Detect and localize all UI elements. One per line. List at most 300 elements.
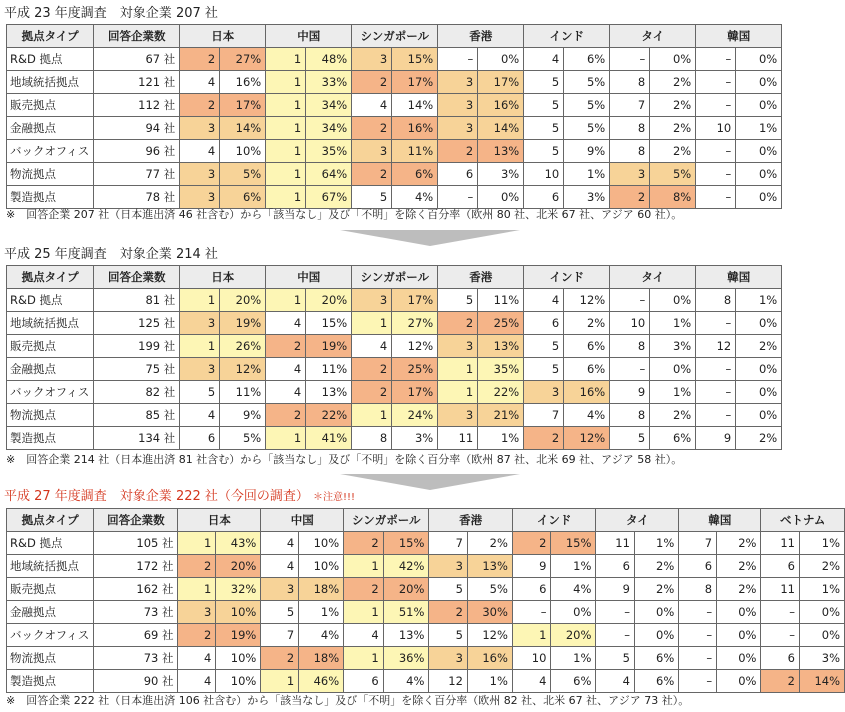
rank-cell: 6: [512, 578, 551, 601]
rank-cell: 10: [610, 312, 650, 335]
percent-cell: 35%: [306, 140, 352, 163]
rank-cell: 2: [429, 601, 468, 624]
percent-cell: 19%: [306, 335, 352, 358]
percent-cell: 10%: [299, 555, 344, 578]
respondent-count: 90 社: [94, 670, 178, 693]
rank-cell: 7: [429, 532, 468, 555]
rank-cell: 7: [610, 94, 650, 117]
percent-cell: 1%: [467, 670, 512, 693]
percent-cell: 2%: [736, 335, 782, 358]
column-header: 韓国: [696, 25, 782, 48]
rank-cell: 3: [429, 555, 468, 578]
rank-cell: 3: [438, 71, 478, 94]
base-type-label: 販売拠点: [7, 335, 94, 358]
percent-cell: 16%: [220, 71, 266, 94]
base-type-label: 金融拠点: [7, 601, 94, 624]
rank-cell: 4: [524, 289, 564, 312]
percent-cell: 1%: [551, 647, 596, 670]
column-header: 日本: [180, 25, 266, 48]
percent-cell: 2%: [564, 312, 610, 335]
respondent-count: 67 社: [94, 48, 180, 71]
base-type-label: 地域統括拠点: [7, 71, 94, 94]
rank-cell: 5: [438, 289, 478, 312]
percent-cell: 15%: [383, 532, 429, 555]
column-header: 回答企業数: [94, 509, 178, 532]
percent-cell: 1%: [736, 289, 782, 312]
percent-cell: 0%: [650, 358, 696, 381]
percent-cell: 33%: [306, 71, 352, 94]
percent-cell: 20%: [306, 289, 352, 312]
rank-cell: –: [610, 48, 650, 71]
rank-cell: 4: [512, 670, 551, 693]
percent-cell: 0%: [717, 670, 761, 693]
percent-cell: 27%: [220, 48, 266, 71]
base-type-label: 物流拠点: [7, 404, 94, 427]
rank-cell: 2: [344, 578, 383, 601]
percent-cell: 1%: [799, 578, 844, 601]
column-header: タイ: [596, 509, 679, 532]
percent-cell: 3%: [392, 427, 438, 450]
percent-cell: 26%: [220, 335, 266, 358]
rank-cell: 4: [180, 404, 220, 427]
rank-cell: 1: [512, 624, 551, 647]
base-type-label: 物流拠点: [7, 647, 94, 670]
percent-cell: 20%: [220, 289, 266, 312]
percent-cell: 20%: [551, 624, 596, 647]
percent-cell: 0%: [717, 601, 761, 624]
percent-cell: 0%: [736, 358, 782, 381]
rank-cell: 2: [524, 427, 564, 450]
percent-cell: 5%: [564, 71, 610, 94]
rank-cell: –: [438, 186, 478, 209]
column-header: 日本: [180, 266, 266, 289]
percent-cell: 0%: [634, 624, 678, 647]
table-row: [7, 601, 845, 624]
percent-cell: 2%: [634, 555, 678, 578]
table-row: [7, 358, 782, 381]
rank-cell: –: [610, 358, 650, 381]
rank-cell: 2: [261, 647, 299, 670]
rank-cell: 2: [352, 358, 392, 381]
rank-cell: 5: [524, 71, 564, 94]
respondent-count: 73 社: [94, 647, 178, 670]
percent-cell: 0%: [478, 186, 524, 209]
respondent-count: 172 社: [94, 555, 178, 578]
percent-cell: 10%: [220, 140, 266, 163]
table-row: [7, 335, 782, 358]
rank-cell: 12: [696, 335, 736, 358]
rank-cell: –: [696, 94, 736, 117]
rank-cell: –: [696, 312, 736, 335]
rank-cell: 8: [679, 578, 717, 601]
rank-cell: 8: [610, 140, 650, 163]
rank-cell: 4: [596, 670, 635, 693]
rank-cell: –: [438, 48, 478, 71]
percent-cell: 46%: [299, 670, 344, 693]
respondent-count: 85 社: [94, 404, 180, 427]
column-header: 拠点タイプ: [7, 266, 94, 289]
rank-cell: –: [596, 624, 635, 647]
rank-cell: 11: [596, 532, 635, 555]
percent-cell: 4%: [299, 624, 344, 647]
rank-cell: 5: [596, 647, 635, 670]
table-row: [7, 624, 845, 647]
percent-cell: 17%: [220, 94, 266, 117]
rank-cell: 1: [438, 358, 478, 381]
column-header: シンガポール: [344, 509, 429, 532]
percent-cell: 34%: [306, 117, 352, 140]
rank-cell: 2: [438, 140, 478, 163]
table-row: [7, 578, 845, 601]
survey-title: 平成 27 年度調査 対象企業 222 社（今回の調査） ＊注意!!!: [4, 489, 356, 504]
percent-cell: 10%: [299, 532, 344, 555]
base-type-label: 地域統括拠点: [7, 312, 94, 335]
rank-cell: 1: [178, 532, 216, 555]
rank-cell: –: [696, 163, 736, 186]
column-header: ベトナム: [761, 509, 845, 532]
rank-cell: –: [696, 404, 736, 427]
column-header: シンガポール: [352, 266, 438, 289]
percent-cell: 5%: [650, 163, 696, 186]
rank-cell: –: [696, 48, 736, 71]
rank-cell: 1: [344, 601, 383, 624]
rank-cell: 5: [524, 335, 564, 358]
rank-cell: 5: [352, 186, 392, 209]
rank-cell: 7: [679, 532, 717, 555]
rank-cell: 1: [266, 48, 306, 71]
rank-cell: 3: [524, 381, 564, 404]
percent-cell: 16%: [478, 94, 524, 117]
rank-cell: –: [610, 289, 650, 312]
percent-cell: 51%: [383, 601, 429, 624]
percent-cell: 5%: [467, 578, 512, 601]
attention-note: ＊注意!!!: [313, 492, 356, 503]
percent-cell: 22%: [306, 404, 352, 427]
percent-cell: 2%: [736, 427, 782, 450]
percent-cell: 19%: [216, 624, 261, 647]
rank-cell: 1: [261, 670, 299, 693]
rank-cell: 8: [696, 289, 736, 312]
respondent-count: 134 社: [94, 427, 180, 450]
percent-cell: 0%: [736, 163, 782, 186]
respondent-count: 73 社: [94, 601, 178, 624]
rank-cell: 11: [438, 427, 478, 450]
percent-cell: 21%: [478, 404, 524, 427]
rank-cell: –: [512, 601, 551, 624]
rank-cell: 9: [696, 427, 736, 450]
percent-cell: 42%: [383, 555, 429, 578]
percent-cell: 3%: [650, 335, 696, 358]
rank-cell: 3: [429, 647, 468, 670]
column-header: インド: [512, 509, 596, 532]
percent-cell: 6%: [220, 186, 266, 209]
rank-cell: 1: [266, 427, 306, 450]
percent-cell: 0%: [634, 601, 678, 624]
transition-arrow: [340, 474, 520, 490]
base-type-label: 製造拠点: [7, 186, 94, 209]
column-header: シンガポール: [352, 25, 438, 48]
respondent-count: 78 社: [94, 186, 180, 209]
column-header: 日本: [178, 509, 261, 532]
rank-cell: 4: [261, 555, 299, 578]
table-row: [7, 140, 782, 163]
percent-cell: 9%: [564, 140, 610, 163]
column-header: 韓国: [679, 509, 761, 532]
percent-cell: 0%: [736, 71, 782, 94]
rank-cell: 3: [180, 312, 220, 335]
rank-cell: –: [696, 71, 736, 94]
rank-cell: –: [696, 186, 736, 209]
percent-cell: 18%: [299, 578, 344, 601]
respondent-count: 82 社: [94, 381, 180, 404]
percent-cell: 3%: [799, 647, 844, 670]
rank-cell: 1: [266, 94, 306, 117]
rank-cell: 2: [178, 624, 216, 647]
percent-cell: 4%: [551, 578, 596, 601]
rank-cell: 6: [524, 186, 564, 209]
rank-cell: 3: [438, 404, 478, 427]
percent-cell: 0%: [736, 48, 782, 71]
column-header: 回答企業数: [94, 25, 180, 48]
percent-cell: 17%: [478, 71, 524, 94]
rank-cell: 8: [610, 335, 650, 358]
rank-cell: 5: [524, 94, 564, 117]
survey-table: [6, 508, 845, 693]
percent-cell: 2%: [717, 555, 761, 578]
column-header: 中国: [261, 509, 344, 532]
percent-cell: 11%: [306, 358, 352, 381]
respondent-count: 75 社: [94, 358, 180, 381]
base-type-label: 金融拠点: [7, 117, 94, 140]
percent-cell: 2%: [467, 532, 512, 555]
base-type-label: バックオフィス: [7, 624, 94, 647]
column-header: 中国: [266, 266, 352, 289]
rank-cell: 11: [761, 578, 800, 601]
table-row: [7, 312, 782, 335]
table-row: [7, 404, 782, 427]
percent-cell: 5%: [564, 117, 610, 140]
percent-cell: 6%: [392, 163, 438, 186]
percent-cell: 22%: [478, 381, 524, 404]
rank-cell: 1: [266, 186, 306, 209]
percent-cell: 10%: [216, 647, 261, 670]
rank-cell: 2: [266, 335, 306, 358]
column-header: タイ: [610, 25, 696, 48]
percent-cell: 1%: [634, 532, 678, 555]
rank-cell: 4: [178, 647, 216, 670]
percent-cell: 6%: [564, 335, 610, 358]
percent-cell: 14%: [799, 670, 844, 693]
percent-cell: 0%: [717, 624, 761, 647]
rank-cell: 2: [512, 532, 551, 555]
table-row: [7, 532, 845, 555]
percent-cell: 5%: [564, 94, 610, 117]
base-type-label: バックオフィス: [7, 381, 94, 404]
table-row: [7, 48, 782, 71]
table-row: [7, 94, 782, 117]
rank-cell: 12: [429, 670, 468, 693]
percent-cell: 2%: [650, 94, 696, 117]
rank-cell: 4: [180, 71, 220, 94]
percent-cell: 14%: [220, 117, 266, 140]
rank-cell: 10: [696, 117, 736, 140]
percent-cell: 17%: [392, 71, 438, 94]
respondent-count: 199 社: [94, 335, 180, 358]
base-type-label: 物流拠点: [7, 163, 94, 186]
percent-cell: 1%: [564, 163, 610, 186]
respondent-count: 125 社: [94, 312, 180, 335]
respondent-count: 105 社: [94, 532, 178, 555]
respondent-count: 121 社: [94, 71, 180, 94]
rank-cell: 2: [352, 381, 392, 404]
base-type-label: 地域統括拠点: [7, 555, 94, 578]
rank-cell: 4: [178, 670, 216, 693]
respondent-count: 94 社: [94, 117, 180, 140]
respondent-count: 77 社: [94, 163, 180, 186]
percent-cell: 11%: [220, 381, 266, 404]
rank-cell: 10: [512, 647, 551, 670]
rank-cell: 1: [266, 140, 306, 163]
percent-cell: 17%: [392, 381, 438, 404]
rank-cell: 2: [352, 117, 392, 140]
percent-cell: 6%: [564, 48, 610, 71]
column-header: 拠点タイプ: [7, 25, 94, 48]
table-row: [7, 647, 845, 670]
base-type-label: R&D 拠点: [7, 48, 94, 71]
percent-cell: 1%: [736, 117, 782, 140]
survey-note: ※ 回答企業 214 社（日本進出済 81 社含む）から「該当なし」及び「不明」を除く百分率（欧州 87 社、北米 69 社、アジア 58 社）。: [6, 453, 683, 466]
percent-cell: 12%: [467, 624, 512, 647]
table-row: [7, 427, 782, 450]
rank-cell: 7: [261, 624, 299, 647]
respondent-count: 81 社: [94, 289, 180, 312]
rank-cell: 3: [352, 289, 392, 312]
rank-cell: 3: [438, 117, 478, 140]
rank-cell: –: [696, 381, 736, 404]
rank-cell: 4: [180, 140, 220, 163]
percent-cell: 19%: [220, 312, 266, 335]
rank-cell: 6: [180, 427, 220, 450]
rank-cell: 3: [180, 186, 220, 209]
percent-cell: 13%: [383, 624, 429, 647]
survey-note: ※ 回答企業 222 社（日本進出済 106 社含む）から「該当なし」及び「不明」を除く百分率（欧州 82 社、北米 67 社、アジア 73 社）。: [6, 694, 690, 707]
percent-cell: 1%: [478, 427, 524, 450]
rank-cell: 4: [344, 624, 383, 647]
percent-cell: 41%: [306, 427, 352, 450]
percent-cell: 43%: [216, 532, 261, 555]
rank-cell: 5: [524, 140, 564, 163]
rank-cell: 6: [679, 555, 717, 578]
base-type-label: 製造拠点: [7, 670, 94, 693]
percent-cell: 17%: [392, 289, 438, 312]
percent-cell: 1%: [650, 381, 696, 404]
survey-note: ※ 回答企業 207 社（日本進出済 46 社含む）から「該当なし」及び「不明」を除く百分率（欧州 80 社、北米 67 社、アジア 60 社）。: [6, 208, 683, 221]
rank-cell: 5: [261, 601, 299, 624]
percent-cell: 2%: [717, 578, 761, 601]
rank-cell: 3: [178, 601, 216, 624]
rank-cell: 6: [438, 163, 478, 186]
percent-cell: 0%: [478, 48, 524, 71]
percent-cell: 0%: [736, 140, 782, 163]
rank-cell: 4: [266, 312, 306, 335]
column-header: タイ: [610, 266, 696, 289]
percent-cell: 14%: [478, 117, 524, 140]
percent-cell: 13%: [467, 555, 512, 578]
respondent-count: 69 社: [94, 624, 178, 647]
percent-cell: 13%: [306, 381, 352, 404]
rank-cell: 8: [610, 117, 650, 140]
percent-cell: 16%: [467, 647, 512, 670]
percent-cell: 4%: [383, 670, 429, 693]
percent-cell: 11%: [392, 140, 438, 163]
rank-cell: 1: [178, 578, 216, 601]
base-type-label: 販売拠点: [7, 94, 94, 117]
survey-table: [6, 24, 782, 209]
rank-cell: –: [679, 601, 717, 624]
percent-cell: 3%: [564, 186, 610, 209]
percent-cell: 12%: [564, 427, 610, 450]
rank-cell: 2: [180, 48, 220, 71]
rank-cell: 2: [344, 532, 383, 555]
rank-cell: 8: [610, 71, 650, 94]
percent-cell: 12%: [564, 289, 610, 312]
percent-cell: 1%: [650, 312, 696, 335]
percent-cell: 9%: [220, 404, 266, 427]
column-header: 香港: [438, 25, 524, 48]
rank-cell: 8: [610, 404, 650, 427]
rank-cell: 2: [180, 94, 220, 117]
column-header: 韓国: [696, 266, 782, 289]
rank-cell: 1: [266, 71, 306, 94]
base-type-label: 販売拠点: [7, 578, 94, 601]
percent-cell: 67%: [306, 186, 352, 209]
percent-cell: 16%: [564, 381, 610, 404]
rank-cell: 1: [438, 381, 478, 404]
rank-cell: 2: [352, 71, 392, 94]
percent-cell: 2%: [650, 117, 696, 140]
percent-cell: 1%: [799, 532, 844, 555]
rank-cell: 1: [352, 312, 392, 335]
percent-cell: 6%: [650, 427, 696, 450]
percent-cell: 0%: [736, 94, 782, 117]
rank-cell: 10: [524, 163, 564, 186]
rank-cell: –: [679, 670, 717, 693]
percent-cell: 6%: [551, 670, 596, 693]
rank-cell: 2: [266, 404, 306, 427]
survey-table: [6, 265, 782, 450]
percent-cell: 4%: [392, 186, 438, 209]
rank-cell: 3: [261, 578, 299, 601]
percent-cell: 13%: [478, 335, 524, 358]
percent-cell: 0%: [717, 647, 761, 670]
rank-cell: –: [696, 140, 736, 163]
rank-cell: 5: [180, 381, 220, 404]
rank-cell: –: [679, 647, 717, 670]
rank-cell: 3: [438, 335, 478, 358]
percent-cell: 6%: [634, 647, 678, 670]
respondent-count: 96 社: [94, 140, 180, 163]
rank-cell: 3: [180, 117, 220, 140]
rank-cell: 6: [596, 555, 635, 578]
rank-cell: 4: [352, 94, 392, 117]
rank-cell: 2: [438, 312, 478, 335]
rank-cell: 3: [180, 163, 220, 186]
percent-cell: 1%: [299, 601, 344, 624]
percent-cell: 64%: [306, 163, 352, 186]
rank-cell: 1: [344, 555, 383, 578]
survey-title: 平成 23 年度調査 対象企業 207 社: [4, 6, 218, 21]
rank-cell: 4: [266, 381, 306, 404]
